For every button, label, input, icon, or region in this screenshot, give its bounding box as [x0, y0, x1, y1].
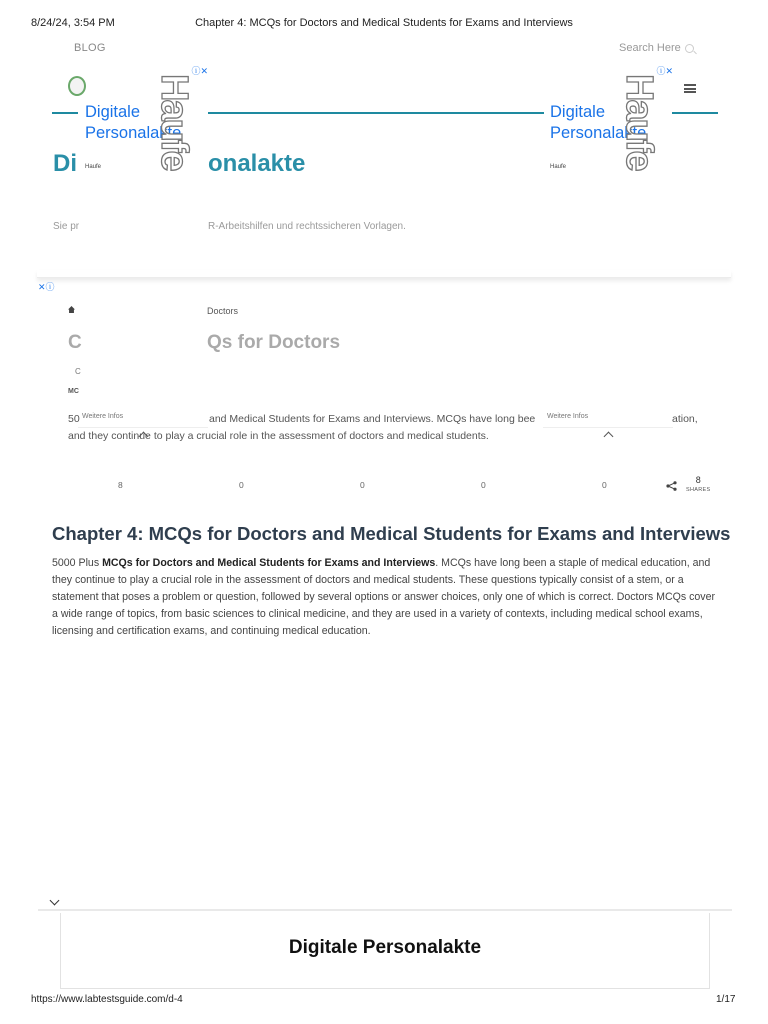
ad-vertical-logo: Haufe [618, 74, 660, 170]
bottom-sticky-ad[interactable] [60, 913, 710, 989]
left-ad-footer[interactable] [78, 413, 208, 439]
share-count-twitter[interactable]: 0 [239, 480, 244, 490]
share-count-facebook[interactable]: 8 [118, 480, 123, 490]
hero-rule-mid [208, 112, 544, 114]
right-ad-footer[interactable] [543, 413, 673, 439]
print-datetime: 8/24/24, 3:54 PM [31, 17, 115, 29]
article-intro: 5000 Plus MCQs for Doctors and Medical Students for Exams and Interviews. MCQs have long been a staple of medical education, and they continue to play a crucial role in the assessment of doctors and medical students. These questions typically consist of a stem, or a statement that poses a problem or question, followed by several options or answer choices, only one of which is correct. Doctors MCQs cover a wide range of topics, from basic sciences to clinical medicine, and they are used in a variety of contexts, including medical school exams, licensing and certification exams, and continuing medical education. [52, 557, 716, 637]
hero-title-end: onalakte [208, 150, 306, 177]
print-url: https://www.labtestsguide.com/d-4 [31, 994, 183, 1005]
hero-subtitle-end: R-Arbeitshilfen und rechtssicheren Vorlagen. [208, 221, 406, 232]
ad-vertical-logo: Haufe [153, 74, 195, 170]
chevron-up-icon[interactable] [604, 432, 614, 442]
hero-rule-right [672, 112, 718, 114]
faded-para-start: 50 [68, 413, 80, 425]
share-count-pinterest[interactable]: 0 [360, 480, 365, 490]
faded-title-end: Qs for Doctors [207, 332, 341, 353]
ad-vendor: Haufe [85, 164, 102, 170]
faded-meta: C [75, 367, 81, 376]
left-side-ad[interactable] [78, 66, 208, 276]
bottom-ad-title[interactable]: Digitale Personalakte [288, 937, 482, 958]
hero-title-start: Di [53, 150, 77, 177]
ad-cta[interactable]: Weitere Infos [82, 413, 124, 420]
ad-close-icon[interactable]: ⓘ✕ [656, 66, 673, 76]
ad-close-icon[interactable]: ⓘ✕ [191, 66, 208, 76]
breadcrumb-current[interactable]: Doctors [207, 306, 239, 316]
sticky-ad-bar [38, 909, 732, 911]
search-input[interactable]: Search Here [619, 42, 681, 54]
total-shares: 8 SHARES [686, 475, 711, 493]
faded-para-line2: and they continue to play a crucial role in the assessment of doctors and medical students. [68, 430, 489, 442]
search-icon[interactable] [685, 44, 694, 53]
chevron-down-icon[interactable] [50, 896, 60, 906]
ad-vendor: Haufe [550, 164, 567, 170]
hamburger-menu-icon[interactable] [684, 84, 696, 93]
ad-cta[interactable]: Weitere Infos [547, 413, 589, 420]
print-page-title: Chapter 4: MCQs for Doctors and Medical Students for Exams and Interviews [195, 17, 573, 29]
ad-headline[interactable]: Digitale Personalakte [550, 103, 647, 142]
ad-headline[interactable]: Digitale Personalakte [85, 103, 182, 142]
ad-choices-icon[interactable]: ✕ⓘ [38, 282, 55, 292]
share-count-whatsapp[interactable]: 0 [602, 480, 607, 490]
blog-link[interactable]: BLOG [74, 42, 106, 54]
faded-para-end: ation, [672, 413, 698, 425]
hero-subtitle-start: Sie pr [53, 221, 80, 232]
faded-category: MC [68, 388, 79, 395]
home-icon[interactable] [68, 306, 75, 313]
faded-title-start: C [68, 332, 82, 353]
right-side-ad[interactable] [543, 66, 673, 276]
print-page-number: 1/17 [716, 994, 736, 1005]
faded-para-mid: and Medical Students for Exams and Interviews. MCQs have long bee [209, 413, 536, 425]
share-icon[interactable] [666, 481, 677, 491]
article-intro-bold: MCQs for Doctors and Medical Students for Exams and Interviews [102, 557, 436, 569]
article-title: Chapter 4: MCQs for Doctors and Medical Students for Exams and Interviews [52, 523, 731, 544]
search-box[interactable] [619, 42, 694, 54]
share-count-linkedin[interactable]: 0 [481, 480, 486, 490]
hero-rule-left [52, 112, 78, 114]
